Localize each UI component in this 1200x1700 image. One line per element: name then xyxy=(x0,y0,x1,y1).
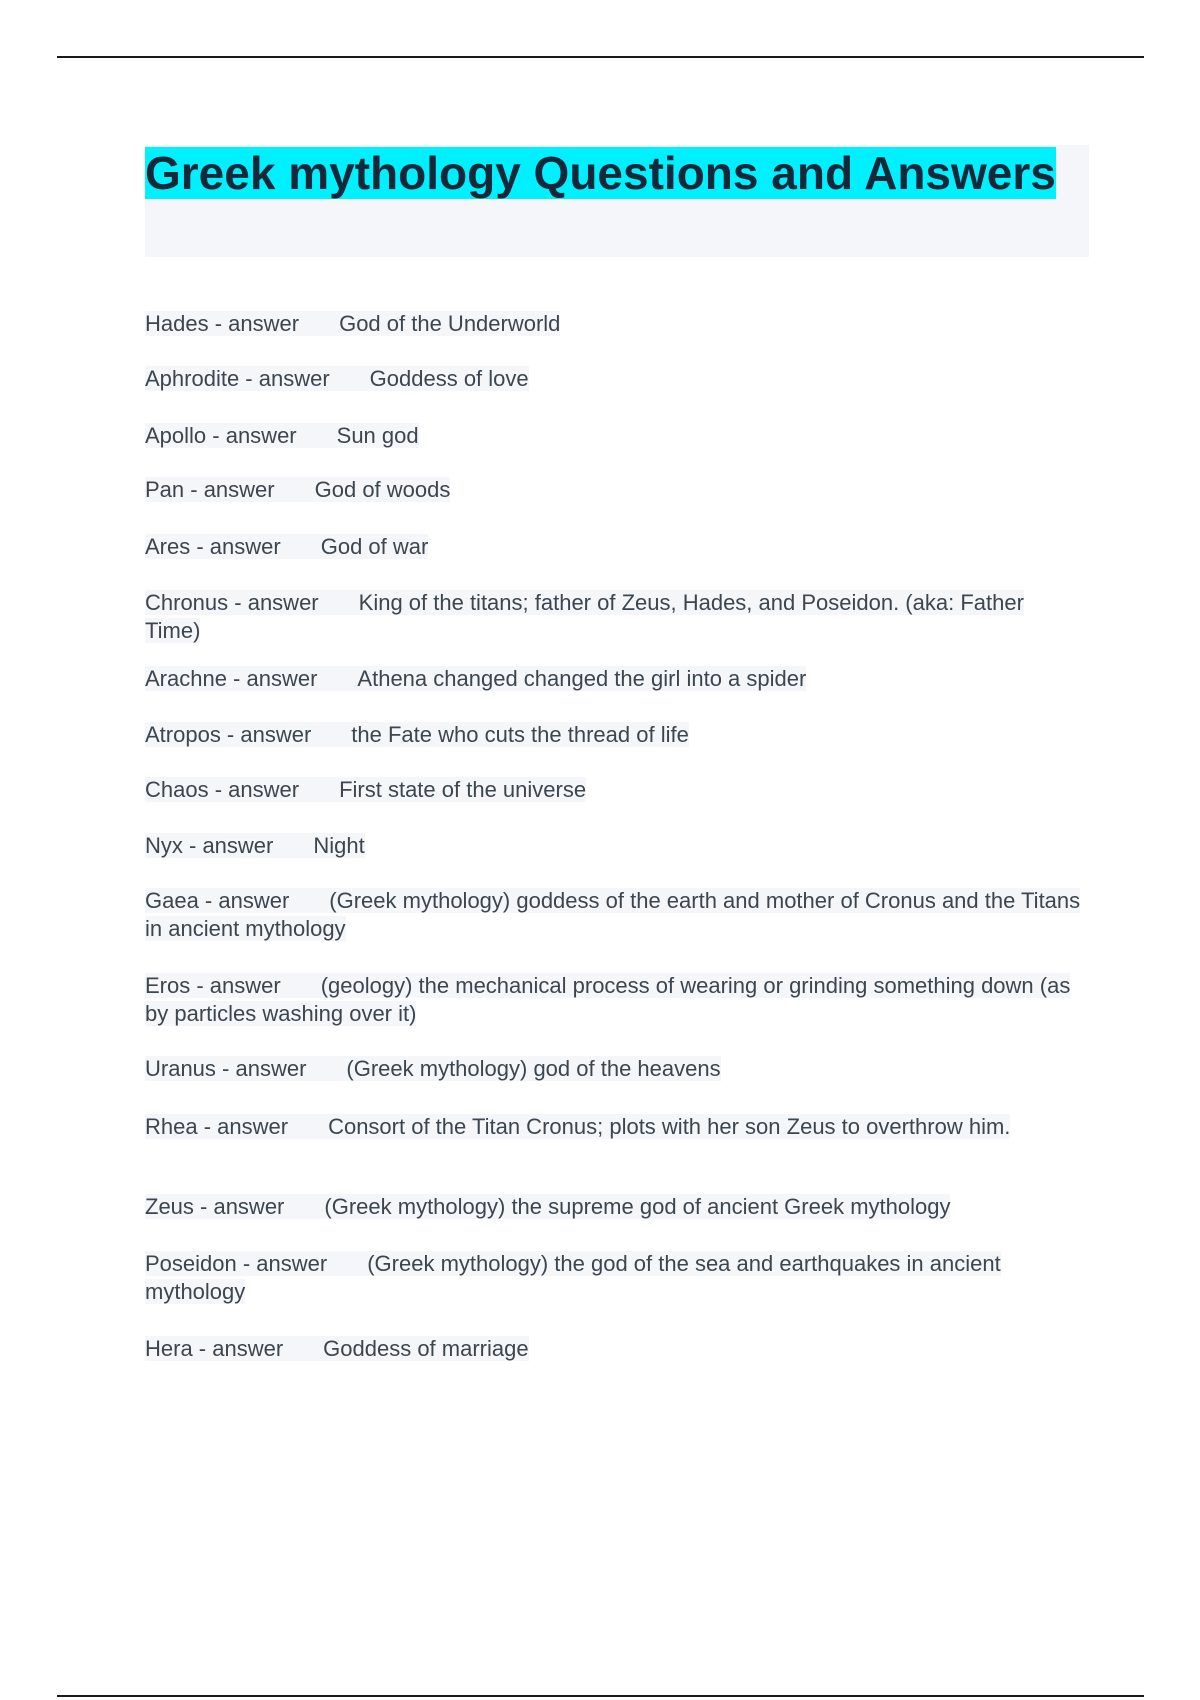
qa-term: Poseidon - answer xyxy=(145,1251,328,1276)
qa-term: Eros - answer xyxy=(145,973,281,998)
qa-text xyxy=(145,1056,721,1081)
qa-text xyxy=(145,1336,529,1361)
qa-definition: Goddess of love xyxy=(369,366,529,391)
qa-item xyxy=(145,1250,1085,1306)
qa-definition: God of the Underworld xyxy=(339,311,561,336)
qa-term: Chronus - answer xyxy=(145,590,319,615)
qa-item xyxy=(145,1055,1085,1083)
qa-item xyxy=(145,476,1085,504)
qa-definition: God of war xyxy=(320,534,429,559)
qa-item xyxy=(145,422,1085,450)
qa-text xyxy=(145,366,529,391)
qa-term: Hera - answer xyxy=(145,1336,284,1361)
qa-definition: (geology) the mechanical process of wearing or grinding something down (as by particles washing over it) xyxy=(145,973,1071,1026)
document-title xyxy=(145,145,1089,201)
qa-text xyxy=(145,311,560,336)
qa-definition: (Greek mythology) god of the heavens xyxy=(346,1056,721,1081)
qa-term: Uranus - answer xyxy=(145,1056,307,1081)
qa-definition: (Greek mythology) the supreme god of ancient Greek mythology xyxy=(324,1194,951,1219)
qa-term: Nyx - answer xyxy=(145,833,274,858)
qa-item xyxy=(145,721,1085,749)
qa-text xyxy=(145,833,365,858)
bottom-rule xyxy=(57,1695,1144,1697)
qa-item xyxy=(145,589,1085,645)
qa-term: Chaos - answer xyxy=(145,777,300,802)
qa-text xyxy=(145,888,1080,941)
qa-text xyxy=(145,1194,950,1219)
qa-definition: First state of the universe xyxy=(339,777,587,802)
qa-definition: King of the titans; father of Zeus, Hades, and Poseidon. (aka: Father Time) xyxy=(145,590,1024,643)
qa-item xyxy=(145,365,1085,393)
qa-term: Ares - answer xyxy=(145,534,281,559)
qa-text xyxy=(145,1114,1010,1139)
qa-item xyxy=(145,1193,1085,1221)
qa-text xyxy=(145,423,419,448)
qa-item xyxy=(145,832,1085,860)
title-block xyxy=(145,145,1089,257)
qa-item xyxy=(145,665,1085,693)
qa-item xyxy=(145,776,1085,804)
qa-term: Aphrodite - answer xyxy=(145,366,330,391)
qa-item xyxy=(145,887,1085,943)
qa-definition: the Fate who cuts the thread of life xyxy=(351,722,689,747)
document-title-text: Greek mythology Questions and Answers xyxy=(145,147,1056,199)
qa-text xyxy=(145,722,689,747)
qa-definition: (Greek mythology) the god of the sea and earthquakes in ancient mythology xyxy=(145,1251,1001,1304)
qa-term: Arachne - answer xyxy=(145,666,318,691)
qa-definition: Athena changed changed the girl into a spider xyxy=(357,666,807,691)
qa-text xyxy=(145,777,586,802)
qa-text xyxy=(145,973,1070,1026)
qa-item xyxy=(145,972,1085,1028)
qa-text xyxy=(145,477,450,502)
qa-definition: Goddess of marriage xyxy=(323,1336,529,1361)
qa-definition: God of woods xyxy=(314,477,451,502)
qa-item xyxy=(145,1335,1085,1363)
qa-term: Atropos - answer xyxy=(145,722,312,747)
qa-text xyxy=(145,534,428,559)
qa-term: Hades - answer xyxy=(145,311,300,336)
qa-term: Rhea - answer xyxy=(145,1114,289,1139)
qa-definition: Night xyxy=(313,833,365,858)
qa-text xyxy=(145,1251,1001,1304)
qa-text xyxy=(145,590,1024,643)
qa-item xyxy=(145,310,1085,338)
qa-definition: Sun god xyxy=(336,423,419,448)
qa-term: Apollo - answer xyxy=(145,423,297,448)
qa-term: Gaea - answer xyxy=(145,888,290,913)
qa-definition: (Greek mythology) goddess of the earth and mother of Cronus and the Titans in ancient mythology xyxy=(145,888,1081,941)
qa-definition: Consort of the Titan Cronus; plots with her son Zeus to overthrow him. xyxy=(328,1114,1011,1139)
qa-term: Pan - answer xyxy=(145,477,275,502)
qa-term: Zeus - answer xyxy=(145,1194,285,1219)
qa-item xyxy=(145,1113,1085,1141)
qa-text xyxy=(145,666,806,691)
top-rule xyxy=(57,56,1144,58)
qa-item xyxy=(145,533,1085,561)
